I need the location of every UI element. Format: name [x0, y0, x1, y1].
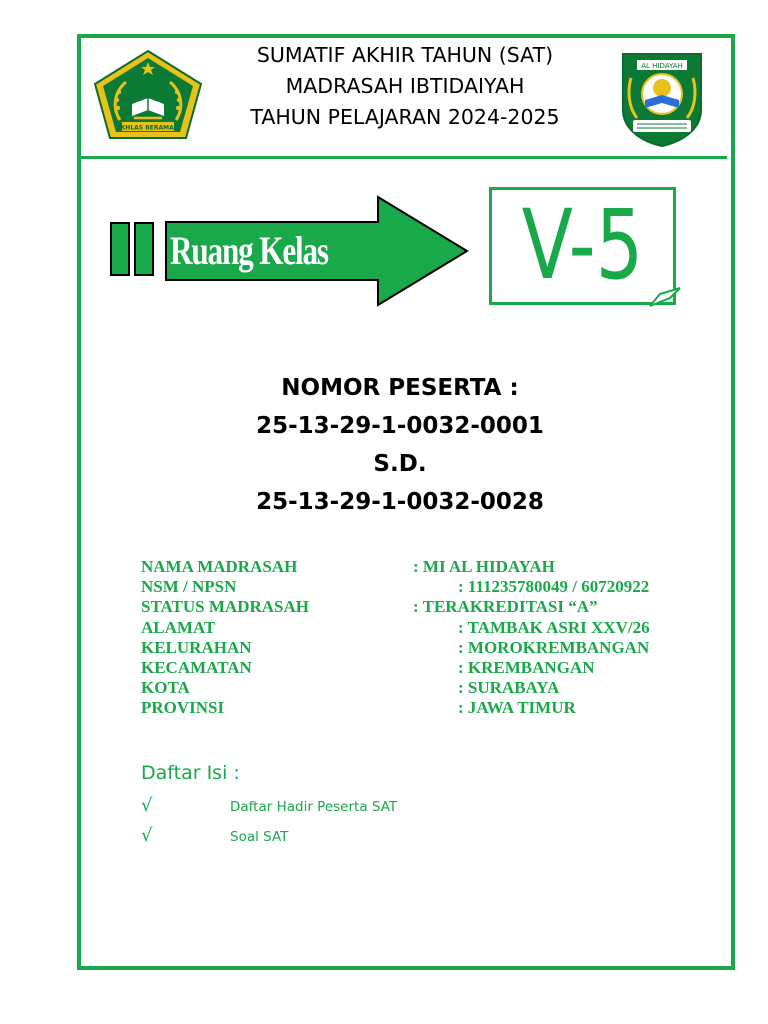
info-value: : 111235780049 / 60720922: [458, 577, 650, 597]
info-key: PROVINSI: [141, 698, 225, 718]
logo-right-name: AL HIDAYAH: [641, 62, 683, 70]
info-value: : MOROKREMBANGAN: [458, 637, 650, 657]
banner-bar-2: [134, 222, 154, 276]
participant-number-block: [180, 369, 620, 521]
header-divider: [81, 156, 727, 159]
info-key: KOTA: [141, 678, 190, 698]
participant-title: NOMOR PESERTA :: [281, 375, 519, 401]
page-curl-icon: [646, 282, 682, 310]
info-row-provinsi: [141, 698, 701, 718]
participant-separator: S.D.: [373, 451, 427, 477]
header-title-line-3: TAHUN PELAJARAN 2024-2025: [250, 105, 560, 129]
info-value: : TAMBAK ASRI XXV/26: [458, 617, 650, 637]
al-hidayah-emblem-icon: [619, 48, 705, 148]
info-row-nsm-npsn: [141, 577, 701, 597]
info-value: : TERAKREDITASI “A”: [413, 597, 598, 617]
info-value: : JAWA TIMUR: [458, 698, 576, 718]
kemenag-emblem-icon: [92, 48, 204, 140]
logo-left-motto: IKHLAS BERAMAL: [118, 124, 178, 132]
toc-item-label: Soal SAT: [230, 829, 289, 845]
info-key: ALAMAT: [141, 617, 216, 637]
room-label: Ruang Kelas: [170, 228, 328, 273]
toc-item-label: Daftar Hadir Peserta SAT: [230, 799, 398, 815]
header-title-line-2: MADRASAH IBTIDAIYAH: [285, 74, 525, 98]
info-key: KELURAHAN: [141, 637, 252, 657]
info-row-kelurahan: [141, 638, 701, 658]
info-key: NAMA MADRASAH: [141, 557, 298, 576]
participant-to: 25-13-29-1-0032-0028: [256, 489, 544, 515]
document-header-title: [205, 40, 605, 133]
checkmark-icon: √: [141, 825, 153, 846]
room-number: V-5: [521, 189, 644, 301]
school-info-list: [141, 557, 701, 719]
banner-bar-1: [110, 222, 130, 276]
checkmark-icon: √: [141, 795, 153, 816]
info-key: NSM / NPSN: [141, 577, 237, 597]
info-key: STATUS MADRASAH: [141, 597, 309, 617]
participant-from: 25-13-29-1-0032-0001: [256, 413, 544, 439]
header-title-line-1: SUMATIF AKHIR TAHUN (SAT): [256, 43, 554, 67]
info-row-alamat: [141, 618, 701, 638]
info-row-kota: [141, 678, 701, 698]
info-row-nama-madrasah: [141, 557, 701, 577]
info-row-kecamatan: [141, 658, 701, 678]
info-value: : SURABAYA: [458, 678, 560, 698]
info-key: KECAMATAN: [141, 657, 252, 677]
info-value: : MI AL HIDAYAH: [413, 557, 555, 576]
toc-title: Daftar Isi :: [141, 762, 240, 784]
info-row-status-madrasah: [141, 597, 701, 617]
info-value: : KREMBANGAN: [458, 657, 595, 677]
